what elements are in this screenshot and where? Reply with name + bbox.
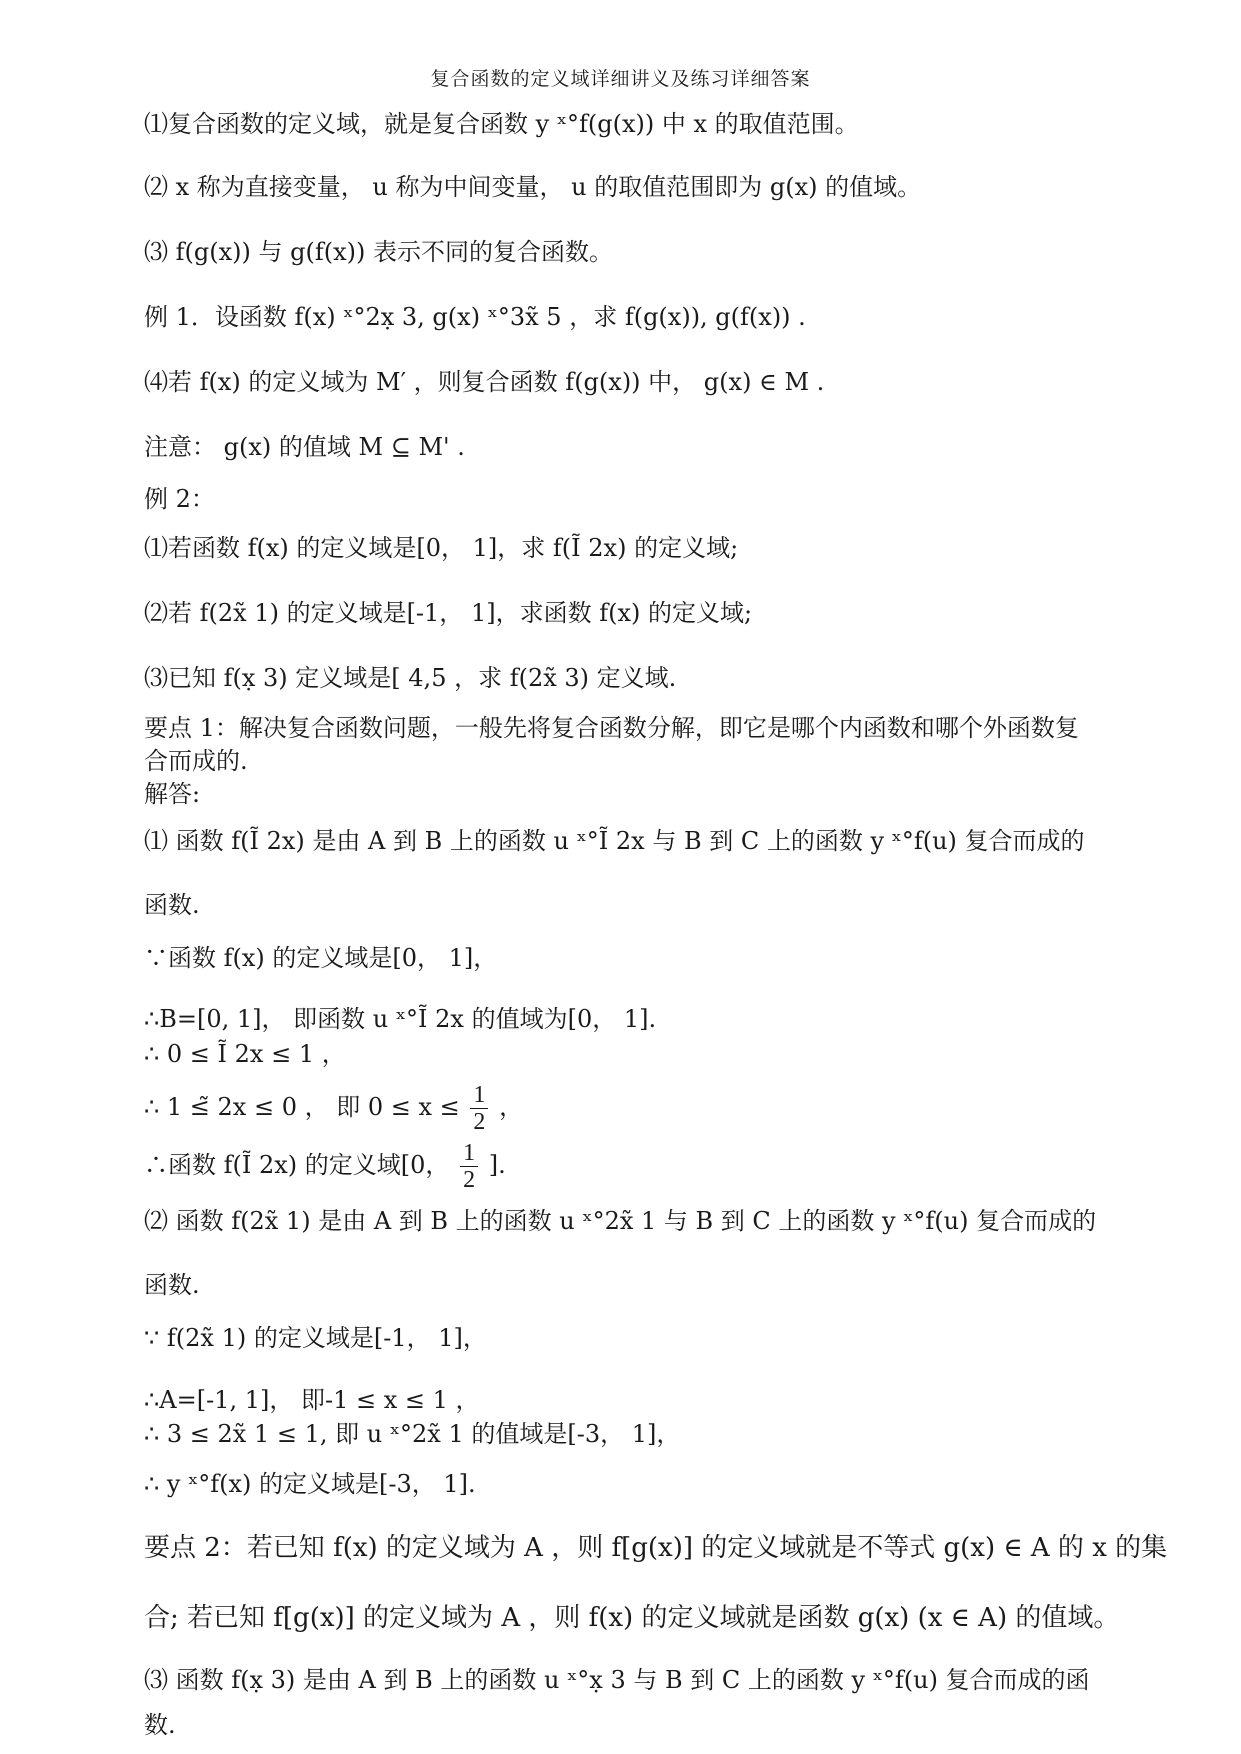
fraction-numerator-2: 1 [460,1140,478,1167]
solution-1-line-6 [144,1082,523,1135]
page-header: 复合函数的定义域详细讲义及练习详细答案 [430,68,811,90]
key-point-1-line-1: 要点 1：解决复合函数问题，一般先将复合函数分解，即它是哪个内函数和哪个外函数复 [144,714,1079,742]
solution-1-line-2: 函数. [144,891,200,919]
domain-suffix: ]. [488,1151,506,1179]
key-point-2-line-2: 合; 若已知 f[g(x)] 的定义域为 A ，则 f(x) 的定义域就是函数 g(x) (x ∈ A) 的值域。 [144,1603,1120,1633]
solution-1-line-1: ⑴ 函数 f(Ĩ 2x) 是由 A 到 B 上的函数 u ˣ°Ĩ 2x 与 B 到 C 上的函数 y ˣ°f(u) 复合而成的 [144,827,1085,855]
solution-2-line-2: 函数. [144,1271,200,1299]
solution-3-line-2: 数. [144,1711,176,1739]
solution-2-line-1: ⑵ 函数 f(2x̃ 1) 是由 A 到 B 上的函数 u ˣ°2x̃ 1 与 B 到 C 上的函数 y ˣ°f(u) 复合而成的 [144,1207,1097,1235]
solution-1-line-7 [144,1140,506,1193]
example-2-title: 例 2： [144,485,215,513]
text-line-1: ⑴复合函数的定义域，就是复合函数 y ˣ°f(g(x)) 中 x 的取值范围。 [144,110,859,138]
note-line: 注意： g(x) 的值域 M ⊆ M' . [144,433,465,461]
inequality-text: ∴ 1 ≤̃ 2x ≤ 0 ， 即 0 ≤ x ≤ [144,1093,460,1121]
solution-2-line-4: ∴A=[-1, 1]， 即-1 ≤ x ≤ 1 ， [144,1386,480,1414]
fraction-one-half [470,1082,488,1135]
example-2-part-1: ⑴若函数 f(x) 的定义域是[0， 1]，求 f(Ĩ 2x) 的定义域; [144,534,739,562]
solution-1-line-5: ∴ 0 ≤ Ĩ 2x ≤ 1 ， [144,1040,346,1068]
fraction-denominator: 2 [473,1109,486,1135]
fraction-numerator: 1 [470,1082,488,1109]
text-line-2: ⑵ x 称为直接变量， u 称为中间变量， u 的取值范围即为 g(x) 的值域。 [144,173,922,201]
text-line-3: ⑶ f(g(x)) 与 g(f(x)) 表示不同的复合函数。 [144,238,613,266]
solution-2-line-5: ∴ 3 ≤ 2x̃ 1 ≤ 1, 即 u ˣ°2x̃ 1 的值域是[-3， 1]， [144,1420,681,1448]
solution-1-line-4: ∴B=[0, 1]， 即函数 u ˣ°Ĩ 2x 的值域为[0， 1]. [144,1005,657,1033]
answer-title: 解答: [144,780,201,808]
solution-3-line-1: ⑶ 函数 f(x̣ 3) 是由 A 到 B 上的函数 u ˣ°x̣ 3 与 B 到 C 上的函数 y ˣ°f(u) 复合而成的函 [144,1666,1090,1694]
example-2-part-2: ⑵若 f(2x̃ 1) 的定义域是[-1， 1]，求函数 f(x) 的定义域; [144,599,753,627]
key-point-1-line-2: 合而成的. [144,747,248,775]
fraction-denominator-2: 2 [463,1167,476,1193]
example-2-part-3: ⑶已知 f(x̣ 3) 定义域是[ 4,5 ，求 f(2x̃ 3) 定义域. [144,664,677,692]
solution-2-line-3: ∵ f(2x̃ 1) 的定义域是[-1， 1]， [144,1324,487,1352]
example-1: 例 1．设函数 f(x) ˣ°2x̣ 3, g(x) ˣ°3x̃ 5 ，求 f(g(x)), g(f(x)) . [144,303,806,331]
domain-text: ∴函数 f(Ĩ 2x) 的定义域[0， [144,1151,450,1179]
solution-2-line-6: ∴ y ˣ°f(x) 的定义域是[-3， 1]. [144,1470,476,1498]
solution-1-line-3: ∵函数 f(x) 的定义域是[0， 1]， [144,944,498,972]
text-line-4: ⑷若 f(x) 的定义域为 M′ ，则复合函数 f(g(x)) 中， g(x) ∈ M . [144,368,825,396]
key-point-2-line-1: 要点 2：若已知 f(x) 的定义域为 A ，则 f[g(x)] 的定义域就是不等式 g(x) ∈ A 的 x 的集 [144,1533,1168,1563]
fraction-one-half-2 [460,1140,478,1193]
inequality-suffix: ， [499,1093,524,1121]
